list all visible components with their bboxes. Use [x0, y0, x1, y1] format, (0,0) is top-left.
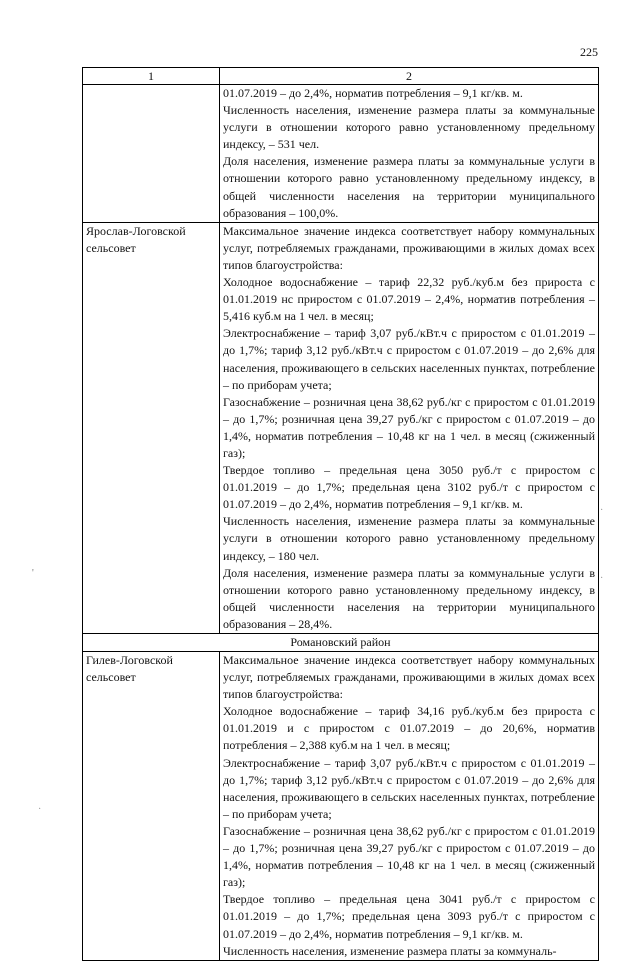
region-row — [83, 634, 599, 652]
paragraph: Численность населения, изменение размера платы за коммунальные услуги в отношении которого равно установленному предельному индексу, – 180 чел. — [223, 514, 595, 563]
description-cell — [220, 652, 599, 961]
table-row — [83, 222, 599, 633]
paragraph: Холодное водоснабжение – тариф 22,32 руб./куб.м без прироста с 01.01.2019 нс приростом с 01.07.2019 – 2,4%, норматив потребления – 5,416 куб.м на 1 чел. в месяц; — [223, 275, 595, 324]
paragraph: Доля населения, изменение размера платы за коммунальные услуги в отношении которого равно установленному предельному индексу, в общей численности населения на территории муниципального образования – 28,4%. — [223, 565, 595, 631]
scan-mark: · — [600, 505, 604, 516]
index-table — [82, 67, 599, 961]
table-row — [83, 652, 599, 961]
paragraph: 01.07.2019 – до 2,4%, норматив потребления – 9,1 кг/кв. м. — [223, 86, 523, 100]
paragraph: Численность населения, изменение размера платы за коммунальные услуги в отношении которого равно установленному предельному индексу, – 531 чел. — [223, 103, 595, 152]
paragraph: Твердое топливо – предельная цена 3050 руб./т с приростом с 01.01.2019 – до 1,7%; предельная цена 3102 руб./т с приростом с 01.07.2019 – до 2,4%, норматив потребления – 9,1 кг/кв. м. — [223, 463, 595, 512]
paragraph: Холодное водоснабжение – тариф 34,16 руб./куб.м без прироста с 01.01.2019 и с приростом с 01.07.2019 – до 20,6%, норматив потребления – 2,388 куб.м на 1 чел. в месяц; — [223, 704, 595, 753]
region-heading: Романовский район — [83, 634, 599, 652]
paragraph: Максимальное значение индекса соответствует набору коммунальных услуг, потребляемых гражданами, проживающими в жилых домах всех типов благоустройства: — [223, 653, 595, 702]
paragraph: Электроснабжение – тариф 3,07 руб./кВт.ч с приростом с 01.01.2019 – до 1,7%; тариф 3,12 руб./кВт.ч с приростом с 01.07.2019 – до 2,6% для населения, проживающего в сельских населенных пунктах, потребление – по приборам учета; — [223, 326, 595, 392]
table-header-row — [83, 68, 599, 85]
municipality-cell: Гилев-Логовской сельсовет — [83, 652, 220, 961]
paragraph: Газоснабжение – розничная цена 38,62 руб./кг с приростом с 01.01.2019 – до 1,7%; розничная цена 39,27 руб./кг с приростом с 01.07.2019 – до 1,4%, норматив потребления – 10,48 кг на 1 чел. в месяц (сжиженный газ); — [223, 823, 595, 890]
paragraph: Твердое топливо – предельная цена 3041 руб./т с приростом с 01.01.2019 – до 1,7%; предельная цена 3093 руб./т с приростом с 01.07.2019 – до 2,4%, норматив потребления – 9,1 кг/кв. м. — [223, 892, 595, 941]
scan-mark: ' — [32, 568, 34, 579]
municipality-cell — [83, 85, 220, 223]
page-number: 225 — [580, 45, 598, 59]
paragraph: Электроснабжение – тариф 3,07 руб./кВт.ч с приростом с 01.01.2019 – до 1,7%; тариф 3,12 руб./кВт.ч с приростом с 01.07.2019 – до 2,6% для населения, проживающего в сельских населенных пунктах, потребление – по приборам учета; — [223, 755, 595, 821]
paragraph: Газоснабжение – розничная цена 38,62 руб./кг с приростом с 01.01.2019 – до 1,7%; розничная цена 39,27 руб./кг с приростом с 01.07.2019 – до 1,4%, норматив потребления – 10,48 кг на 1 чел. в месяц (сжиженный газ); — [223, 394, 595, 460]
description-cell — [220, 222, 599, 633]
scan-mark: · — [38, 804, 42, 815]
table-row — [83, 85, 599, 223]
header-col-2: 2 — [220, 68, 599, 85]
paragraph: Максимальное значение индекса соответствует набору коммунальных услуг, потребляемых гражданами, проживающими в жилых домах всех типов благоустройства: — [223, 223, 595, 272]
municipality-cell: Ярослав-Логовской сельсовет — [83, 222, 220, 633]
header-col-1: 1 — [83, 68, 220, 85]
description-cell — [220, 85, 599, 223]
paragraph: Численность населения, изменение размера платы за коммуналь- — [223, 943, 557, 958]
scan-mark: · — [600, 573, 604, 584]
paragraph: Доля населения, изменение размера платы за коммунальные услуги в отношении которого равно установленному предельному индексу, в общей численности населения на территории муниципального образования – 100,0%. — [223, 154, 595, 220]
